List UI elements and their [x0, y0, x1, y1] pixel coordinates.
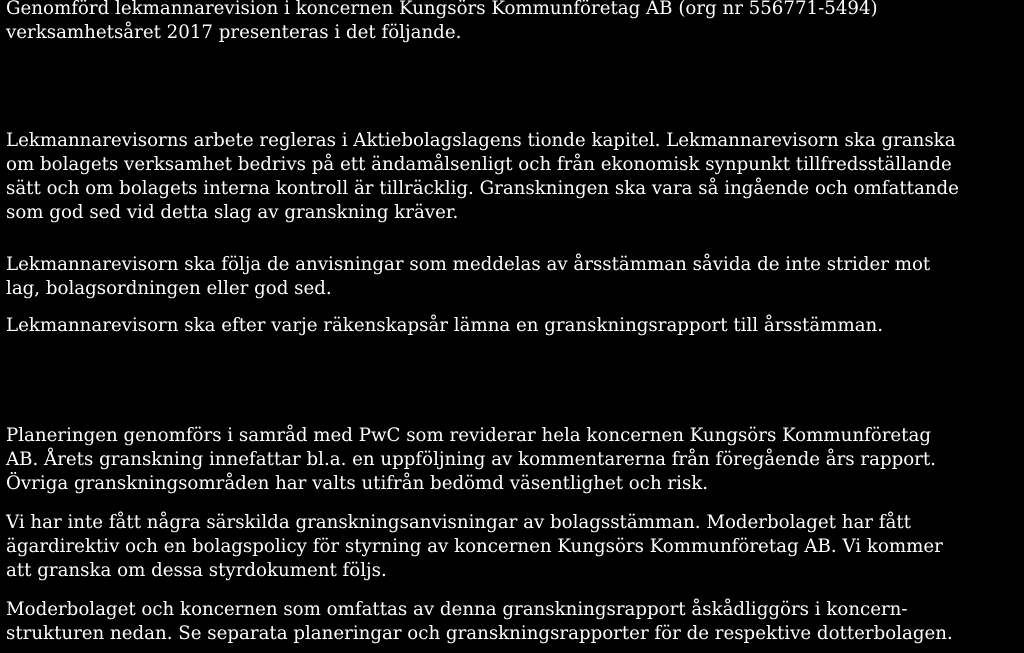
text-line: verksamhetsåret 2017 presenteras i det följande.: [6, 22, 462, 43]
text-line: lag, bolagsordningen eller god sed.: [6, 278, 332, 299]
text-line: Planeringen genomförs i samråd med PwC som reviderar hela koncernen Kungsörs Kommunföretag: [6, 425, 931, 446]
text-line: Lekmannarevisorns arbete regleras i Aktiebolagslagens tionde kapitel. Lekmannarevisorn ska granska: [6, 130, 956, 151]
text-line: ägardirektiv och en bolagspolicy för styrning av koncernen Kungsörs Kommunföretag AB. Vi kommer: [6, 536, 943, 557]
text-line: att granska om dessa styrdokument följs.: [6, 560, 387, 581]
paragraph-regulation: [6, 129, 1018, 225]
document-page: [6, 0, 1018, 653]
text-line: om bolagets verksamhet bedrivs på ett ändamålsenligt och från ekonomisk synpunkt tillfredsställande: [6, 154, 952, 175]
text-line: Moderbolaget och koncernen som omfattas av denna granskningsrapport åskådliggörs i koncern-: [6, 599, 908, 620]
text-line: strukturen nedan. Se separata planeringar och granskningsrapporter för de respektive dotterbolagen.: [6, 623, 953, 644]
text-line: sätt och om bolagets interna kontroll är tillräcklig. Granskningen ska vara så ingående och omfattande: [6, 178, 959, 199]
text-line: Vi har inte fått några särskilda granskningsanvisningar av bolagsstämman. Moderbolaget har fått: [6, 512, 911, 533]
paragraph-instructions: [6, 253, 1018, 301]
text-line: Genomförd lekmannarevision i koncernen Kungsörs Kommunföretag AB (org nr 556771-5494): [6, 0, 878, 19]
paragraph-structure: [6, 598, 1018, 646]
text-line: Lekmannarevisorn ska efter varje räkenskapsår lämna en granskningsrapport till årsstämman.: [6, 315, 884, 336]
paragraph-report: [6, 314, 1018, 338]
text-line: AB. Årets granskning innefattar bl.a. en uppföljning av kommentarerna från föregående års rapport.: [6, 449, 936, 470]
text-line: som god sed vid detta slag av granskning kräver.: [6, 202, 459, 223]
text-line: Övriga granskningsområden har valts utifrån bedömd väsentlighet och risk.: [6, 473, 709, 494]
text-line: Lekmannarevisorn ska följa de anvisningar som meddelas av årsstämman såvida de inte strider mot: [6, 254, 931, 275]
paragraph-intro: [6, 0, 1018, 45]
paragraph-planning: [6, 424, 1018, 496]
paragraph-directives: [6, 511, 1018, 583]
